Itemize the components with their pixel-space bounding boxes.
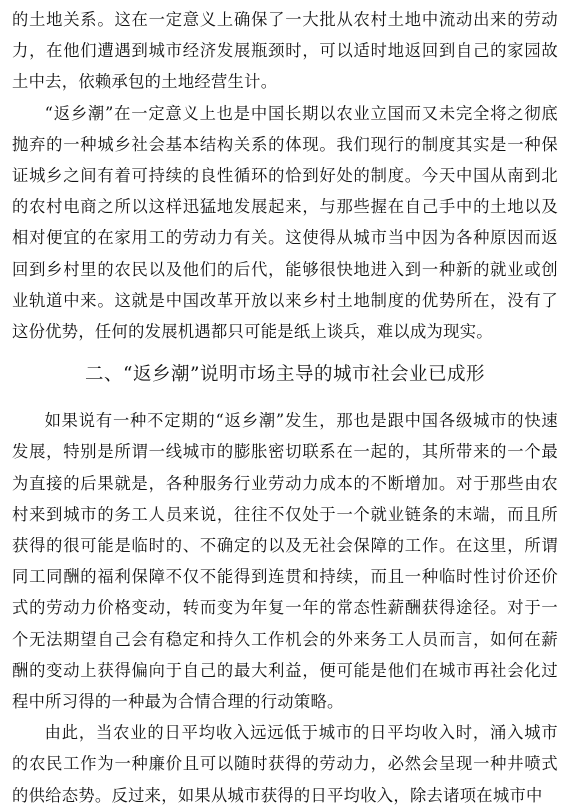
paragraph-continuation: 的土地关系。这在一定意义上确保了一大批从农村土地中流动出来的劳动力，在他们遭遇到城市经济发展瓶颈时，可以适时地返回到自己的家园故土中去，依赖承包的土地经营生计。 <box>12 10 558 92</box>
paragraph-return-wave: “返乡潮”在一定意义上也是中国长期以农业立国而又未完全将之彻底抛弃的一种城乡社会基本结构关系的体现。我们现行的制度其实是一种保证城乡之间有着可持续的良性循环的恰到好处的制度。今天中国从南到北的农村电商之所以这样迅猛地发展起来，与那些握在自己手中的土地以及相对便宜的在家用工的劳动力有关。这使得从城市当中因为各种原因而返回到乡村里的农民以及他们的后代，能够很快地进入到一种新的就业或创业轨道中来。这就是中国改革开放以来乡村土地制度的优势所在，没有了这份优势，任何的发展机遇都只可能是纸上谈兵，难以成为现实。 <box>12 103 558 342</box>
paragraph-income-comparison: 由此，当农业的日平均收入远远低于城市的日平均收入时，涌入城市的农民工作为一种廉价且可以随时获得的劳动力，必然会呈现一种井喷式的供给态势。反过来，如果从城市获得的日平均收入，除去诸项在城市中 <box>12 723 558 805</box>
section-heading: 二、“返乡潮”说明市场主导的城市社会业已成形 <box>85 364 485 386</box>
paragraph-city-development: 如果说有一种不定期的“返乡潮”发生，那也是跟中国各级城市的快速发展，特别是所谓一线城市的膨胀密切联系在一起的，其所带来的一个最为直接的后果就是，各种服务行业劳动力成本的不断增加。对于那些由农村来到城市的务工人员来说，往往不仅处于一个就业链条的末端，而且所获得的很可能是临时的、不确定的以及无社会保障的工作。在这里，所谓同工同酬的福利保障不仅不能得到连贯和持续，而且一种临时性讨价还价式的劳动力价格变动，转而变为年复一年的常态性薪酬获得途径。对于一个无法期望自己会有稳定和持久工作机会的外来务工人员而言，如何在薪酬的变动上获得偏向于自己的最大利益，便可能是他们在城市再社会化过程中所习得的一种最为合情合理的行动策略。 <box>12 411 558 712</box>
